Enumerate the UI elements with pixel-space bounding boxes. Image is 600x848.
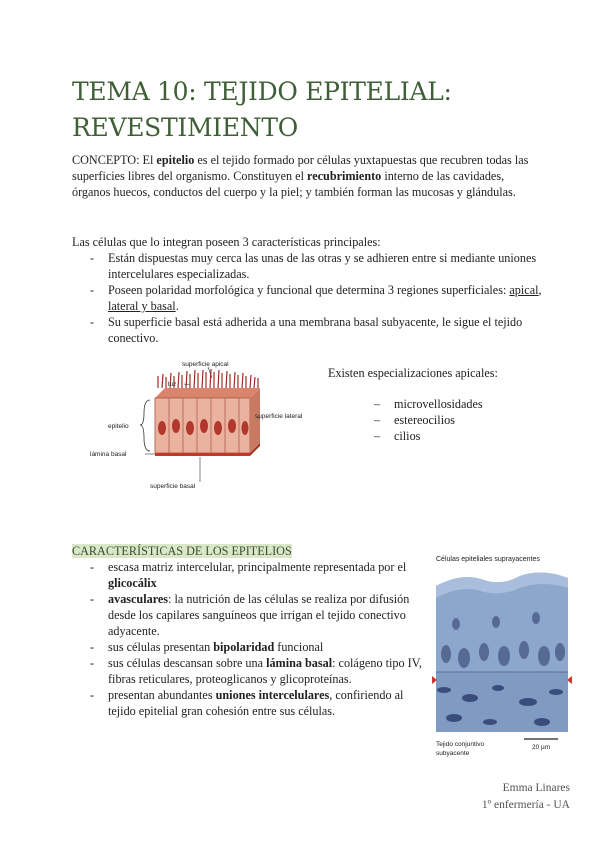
list-item (72, 282, 542, 314)
author-name: Emma Linares (502, 782, 570, 794)
list-item (72, 687, 424, 719)
specializations-list (328, 396, 528, 444)
list-item-text: : colágeno tipo IV, fibras reticulares, proteoglicanos y glicoproteínas. (108, 656, 422, 686)
list-item (72, 250, 542, 282)
micrograph-image (436, 568, 568, 732)
concept-bold-epitelio: epitelio (156, 153, 195, 167)
epithelium-diagram (90, 358, 320, 498)
list-item (72, 559, 424, 591)
list-item (328, 396, 528, 412)
list-item-text: sus células descansan sobre una (108, 656, 267, 670)
specializations-title: Existen especializaciones apicales: (328, 366, 498, 380)
epithelium-micrograph (432, 552, 572, 764)
dash: – (374, 429, 381, 443)
list-item-text: Están dispuestas muy cerca las unas de las otras y se adhieren entre si mediante uniones intercelulares especializadas. (108, 251, 537, 281)
label-superficie-basal: superficie basal (150, 483, 196, 490)
list-item-text: Poseen polaridad morfológica y funcional que determina 3 regiones superficiales: (108, 283, 510, 297)
epithelia-characteristics-list (72, 559, 424, 719)
label-superficie-apical: superficie apical (182, 361, 229, 368)
concept-text-3: interno de las cavidades, órganos huecos, conductos del cuerpo y la piel; y también forman las mucosas y glándulas. (72, 169, 516, 199)
underlined-lateral: lateral (108, 299, 139, 313)
bold-term: lámina basal (266, 656, 333, 670)
label-superficie-lateral: superficie lateral (255, 413, 303, 420)
list-item-text: Su superficie basal está adherida a una membrana basal subyacente, le sigue el tejido conectivo. (108, 315, 523, 345)
specialization-item: cilios (394, 429, 421, 443)
list-item-text: sus células presentan (108, 640, 214, 654)
section-heading (72, 543, 292, 559)
label-epitelio: epitelio (108, 423, 129, 430)
list-item (328, 412, 528, 428)
highlighted-heading: CARACTERÍSTICAS DE LOS EPITELIOS (72, 544, 292, 558)
concept-bold-recubrimiento: recubrimiento (307, 169, 382, 183)
list-item-text: : la nutrición de las células se realiza por difusión desde los capilares sanguíneos que irrigan el tejido conectivo adyacente. (108, 592, 410, 638)
label-tejido-conjuntivo: Tejido conjuntivo (436, 741, 485, 748)
specialization-item: microvellosidades (394, 397, 483, 411)
list-item (72, 314, 542, 346)
page-title: TEMA 10: TEJIDO EPITELIAL: REVESTIMIENTO (72, 77, 452, 142)
characteristics-intro: Las células que lo integran poseen 3 características principales: (72, 235, 381, 249)
signature (420, 780, 570, 814)
list-item-text: escasa matriz intercelular, principalmente representada por el (108, 560, 407, 574)
label-subyacente: subyacente (436, 750, 470, 757)
underlined-apical: apical (509, 283, 539, 297)
bold-term: uniones intercelulares (215, 688, 330, 702)
epithelium-brace (140, 400, 150, 451)
bold-term: bipolaridad (213, 640, 275, 654)
label-luz: luz (168, 381, 177, 388)
characteristics-list (72, 250, 542, 346)
list-item-text: presentan abundantes (108, 688, 216, 702)
list-item (72, 591, 424, 639)
list-item (72, 639, 424, 655)
list-item-text: funcional (274, 640, 324, 654)
separator: , (538, 283, 542, 297)
period: . (175, 299, 179, 313)
concept-text-1: CONCEPTO: El (72, 153, 157, 167)
concept-paragraph (72, 152, 542, 200)
concept-text-2: es el tejido formado por células yuxtapuestas que recubren todas las superficies libres del organismo. Constituyen el (72, 153, 529, 183)
list-item (328, 428, 528, 444)
bold-term: avasculares (108, 592, 169, 606)
specialization-item: estereocilios (394, 413, 455, 427)
list-item-text: , confiriendo al tejido epitelial gran cohesión entre sus células. (108, 688, 404, 718)
label-scale: 20 µm (532, 744, 551, 751)
dash: – (374, 397, 381, 411)
dash: – (374, 413, 381, 427)
underlined-basal: basal (150, 299, 176, 313)
separator: y (138, 299, 151, 313)
label-celulas-suprayacentes: Células epiteliales suprayacentes (436, 556, 540, 563)
list-item (72, 655, 424, 687)
author-course: 1º enfermería - UA (481, 799, 570, 811)
bold-term: glicocálix (108, 576, 157, 590)
label-lamina-basal: lámina basal (90, 451, 127, 458)
